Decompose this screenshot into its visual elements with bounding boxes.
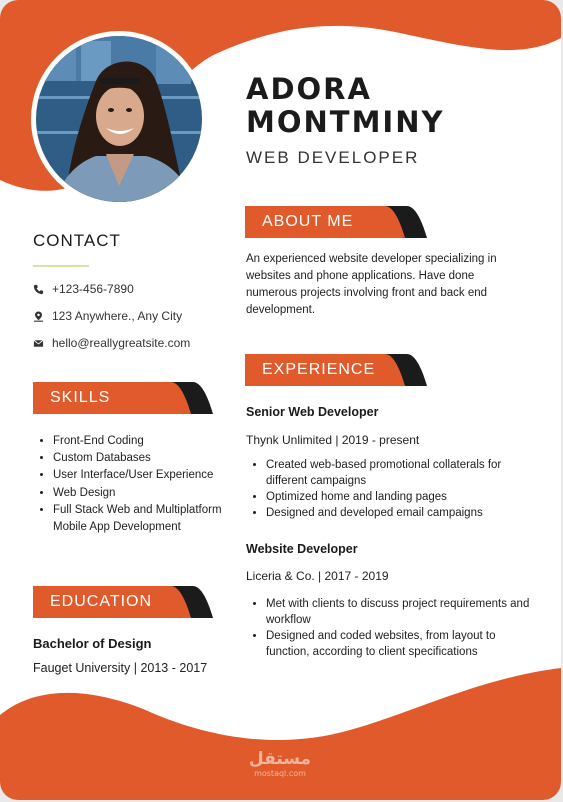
about-text: An experienced website developer specializing in websites and phone applications. Have done numerous projects involving front and back end development. (246, 253, 497, 316)
contact-email (33, 335, 190, 351)
job-company: Liceria & Co. | 2017 - 2019 (246, 569, 389, 583)
job-company: Thynk Unlimited | 2019 - present (246, 433, 420, 447)
mostaql-watermark-logo (244, 747, 316, 779)
about-heading: ABOUT ME (262, 213, 354, 230)
profile-name (246, 73, 444, 139)
experience-banner (245, 354, 427, 386)
phone-icon (33, 284, 44, 295)
contact-phone-text: +123-456-7890 (52, 282, 134, 296)
skill-item: • Web Design (53, 485, 238, 502)
skill-item: • Full Stack Web and Multiplatform Mobile App Development (53, 502, 238, 536)
education-banner (33, 586, 213, 618)
location-pin-icon (33, 311, 44, 322)
contact-phone (33, 281, 134, 297)
contact-heading: CONTACT (33, 231, 121, 250)
job-duty-item: • Met with clients to discuss project requirements and workflow (266, 596, 541, 628)
skills-list (33, 433, 238, 536)
skill-item: • Front-End Coding (53, 433, 238, 450)
skills-heading: SKILLS (50, 389, 111, 406)
job-duty-item: • Designed and developed email campaigns (266, 505, 541, 521)
job-duties-list (246, 596, 541, 660)
contact-address-text: 123 Anywhere., Any City (52, 309, 183, 323)
watermark-latin: mostaql.com (254, 769, 306, 778)
education-school: Fauget University | 2013 - 2017 (33, 661, 208, 675)
experience-heading: EXPERIENCE (262, 361, 376, 378)
contact-divider (33, 265, 89, 267)
job-title: Senior Web Developer (246, 405, 379, 419)
bottom-wave-decoration (0, 660, 561, 800)
contact-email-text: hello@reallygreatsite.com (52, 336, 191, 350)
first-name: ADORA (246, 72, 372, 106)
job-title: Website Developer (246, 542, 358, 556)
job-duty-item: • Optimized home and landing pages (266, 489, 541, 505)
mail-icon (33, 338, 44, 349)
about-banner (245, 206, 427, 238)
job-duty-item: • Designed and coded websites, from layout to function, according to client specifications (266, 628, 541, 660)
skills-banner (33, 382, 213, 414)
education-degree: Bachelor of Design (33, 636, 152, 651)
job-duties-list (246, 457, 541, 521)
last-name: MONTMINY (246, 105, 445, 139)
watermark-arabic: مستقل (248, 749, 312, 769)
education-heading: EDUCATION (50, 593, 153, 610)
profile-photo (36, 36, 202, 202)
skill-item: • Custom Databases (53, 450, 238, 467)
job-duty-item: • Created web-based promotional collaterals for different campaigns (266, 457, 541, 489)
profile-role: WEB DEVELOPER (246, 148, 420, 167)
contact-address (33, 308, 182, 324)
skill-item: • User Interface/User Experience (53, 467, 238, 484)
